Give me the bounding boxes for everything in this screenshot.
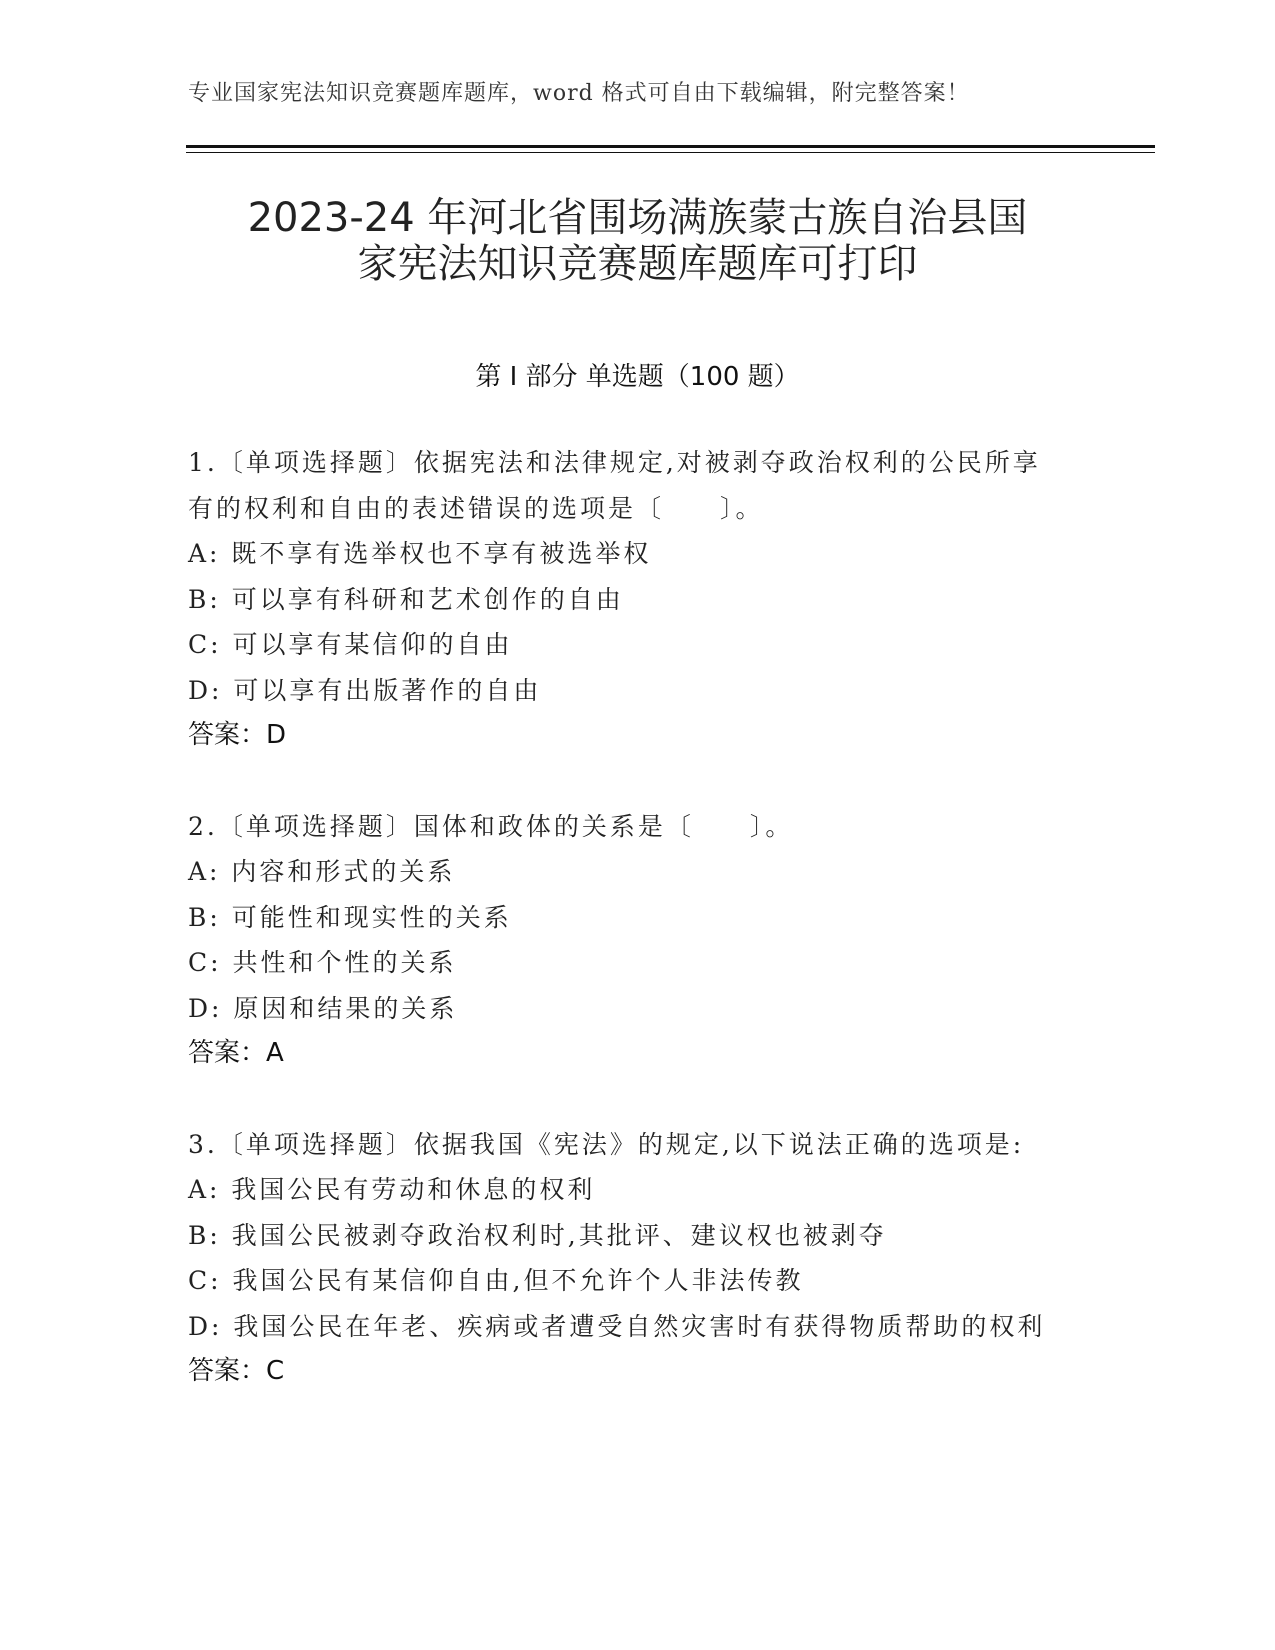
question-spacer (188, 1077, 1088, 1122)
section-title: 第 I 部分 单选题（100 题） (475, 362, 800, 392)
option-a: A: 既不享有选举权也不享有被选举权 (188, 539, 652, 568)
question-spacer (188, 759, 1088, 804)
option-a: A: 内容和形式的关系 (188, 857, 456, 886)
option-d: D: 可以享有出版著作的自由 (188, 675, 542, 705)
option-d: D: 我国公民在年老、疾病或者遭受自然灾害时有获得物质帮助的权利 (188, 1311, 1046, 1341)
option-c: C: 可以享有某信仰的自由 (188, 630, 513, 659)
option-b: B: 我国公民被剥夺政治权利时,其批评、建议权也被剥夺 (188, 1220, 887, 1250)
header-note: 专业国家宪法知识竞赛题库题库，word 格式可自由下载编辑，附完整答案！ (188, 81, 970, 106)
header-rule-thick (186, 145, 1155, 148)
question-stem-line: 2.〔单项选择题〕国体和政体的关系是〔 〕。 (188, 811, 794, 841)
question-3 (188, 1122, 1088, 1395)
question-list (188, 440, 1088, 1395)
option-c: C: 我国公民有某信仰自由,但不允许个人非法传教 (188, 1266, 804, 1295)
answer-line: 答案：A (188, 1038, 284, 1068)
header-rule-thin (186, 152, 1155, 153)
option-b: B: 可以享有科研和艺术创作的自由 (188, 584, 624, 614)
title-line-2: 家宪法知识竞赛题库题库可打印 (357, 240, 918, 287)
question-stem-line: 3.〔单项选择题〕依据我国《宪法》的规定,以下说法正确的选项是: (188, 1129, 1025, 1159)
question-2 (188, 804, 1088, 1077)
question-stem-line: 1.〔单项选择题〕依据宪法和法律规定,对被剥夺政治权利的公民所享 (188, 448, 1041, 477)
answer-line: 答案：D (188, 720, 287, 750)
option-d: D: 原因和结果的关系 (188, 993, 458, 1023)
question-stem-line: 有的权利和自由的表述错误的选项是〔 〕。 (188, 493, 764, 523)
question-1 (188, 440, 1088, 759)
option-c: C: 共性和个性的关系 (188, 948, 457, 977)
option-b: B: 可能性和现实性的关系 (188, 902, 512, 932)
document-title (120, 196, 1155, 287)
option-a: A: 我国公民有劳动和休息的权利 (188, 1175, 596, 1204)
title-line-1: 2023-24 年河北省围场满族蒙古族自治县国 (247, 195, 1028, 241)
answer-line: 答案：C (188, 1356, 285, 1386)
